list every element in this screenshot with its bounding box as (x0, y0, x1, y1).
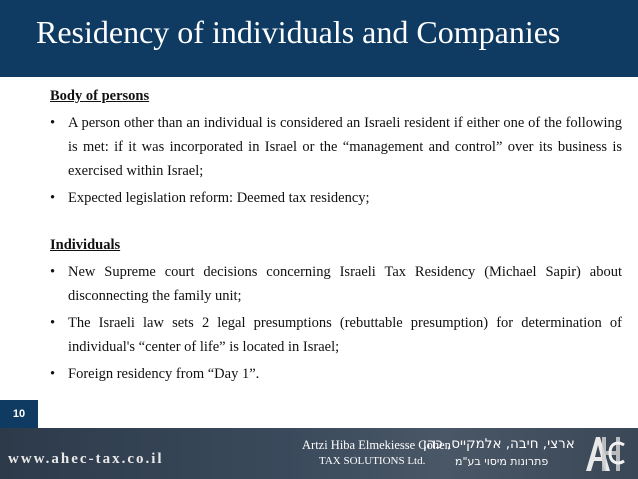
list-item (50, 186, 622, 210)
bullet-icon: • (50, 264, 56, 280)
website-url[interactable]: www.ahec-tax.co.il (8, 451, 164, 467)
section-spacer (50, 213, 622, 233)
firm-name-hebrew: ארצי, חיבה, אלמקייס, כהן (423, 436, 575, 452)
bullet-text: New Supreme court decisions concerning Israeli Tax Residency (Michael Sapir) about disconnecting the family unit; (68, 264, 622, 304)
firm-name-english: Artzi Hiba Elmekiesse Cohen (302, 438, 451, 452)
bullet-icon: • (50, 115, 56, 131)
page-title: Residency of individuals and Companies (36, 14, 561, 50)
bullet-text: Foreign residency from “Day 1”. (68, 366, 260, 382)
list-item (50, 311, 622, 359)
bullet-icon: • (50, 366, 56, 382)
slide-content (50, 84, 622, 389)
bullet-icon: • (50, 315, 56, 331)
firm-subtitle-hebrew: פתרונות מיסוי בע"מ (455, 455, 549, 468)
section-heading-body-of-persons: Body of persons (50, 88, 150, 104)
bullet-text: Expected legislation reform: Deemed tax residency; (68, 190, 370, 206)
firm-logo-icon (580, 431, 628, 475)
bullet-list-body-of-persons (50, 111, 622, 210)
list-item (50, 260, 622, 308)
bullet-icon: • (50, 190, 56, 206)
firm-subtitle-english: TAX SOLUTIONS Ltd. (319, 455, 426, 467)
page-number: 10 (0, 400, 38, 428)
bullet-text: The Israeli law sets 2 legal presumptions (rebuttable presumption) for determination of individual's “center of life” is located in Israel; (68, 315, 622, 355)
section-heading-individuals: Individuals (50, 237, 121, 253)
footer-bar (0, 428, 638, 479)
bullet-text: A person other than an individual is considered an Israeli resident if either one of the following is met: if it was incorporated in Israel or the “management and control” over its business is exercised within Israel; (68, 115, 622, 179)
bullet-list-individuals (50, 260, 622, 386)
list-item (50, 362, 622, 386)
list-item (50, 111, 622, 183)
title-bar (0, 0, 638, 77)
